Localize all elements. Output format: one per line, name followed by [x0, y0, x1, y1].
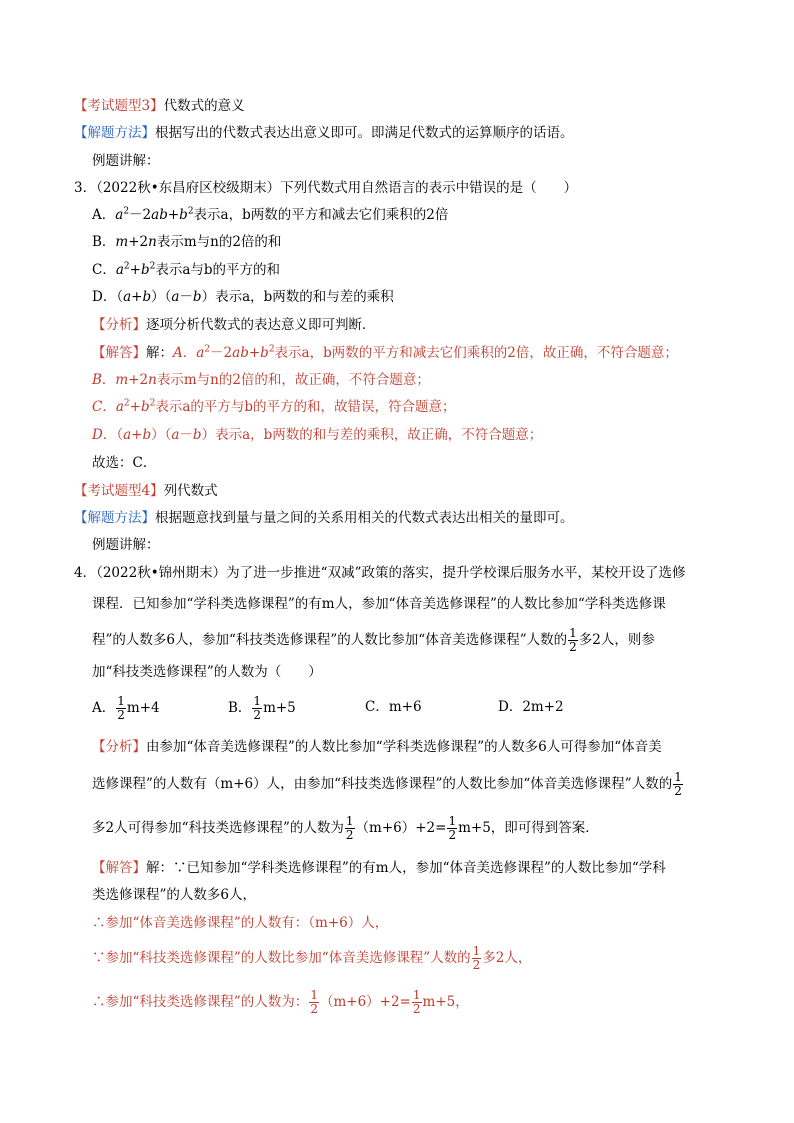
q4-answer-line3: ∴参加“体音美选修课程”的人数有：（m+6）人， — [92, 915, 389, 931]
q3-option-b-text: 表示m与n的2倍的和 — [156, 234, 282, 250]
fraction-half: $\frac{1}{2}$ — [310, 988, 318, 1016]
type4-method-text: 根据题意找到量与量之间的关系用相关的代数式表达出相关的量即可。 — [155, 510, 574, 526]
q4-source: （2022秋•锦州期末） — [96, 565, 227, 581]
q3-analysis — [92, 316, 376, 334]
q3-answer-d-desc: 表示a，b两数的和与差的乘积，故正确，不符合题意； — [215, 427, 543, 443]
q4-number: 4． — [74, 565, 97, 581]
fraction-half: $\frac{1}{2}$ — [117, 694, 125, 722]
type4-method — [74, 509, 574, 527]
q3-option-c-expr: $a^2+b^2$ — [115, 261, 156, 278]
q4-line1-text: 为了进一步推进“双减”政策的落实，提升学校课后服务水平，某校开设了选修 — [226, 565, 686, 581]
q3-analysis-text: 逐项分析代数式的表达意义即可判断． — [146, 317, 376, 333]
q4-answer-line4 — [92, 945, 531, 972]
q4-answer-line2: 类选修课程”的人数多6人， — [92, 887, 256, 903]
q3-answer-a-text: A．$a^2-2ab+b^2$表示a，b两数的平方和减去它们乘积的2倍，故正确，不符合题意； — [173, 344, 678, 361]
type3-heading — [74, 97, 245, 115]
q3-answer-a-desc: 表示a，b两数的平方和减去它们乘积的2倍，故正确，不符合题意； — [274, 345, 678, 361]
q4-analysis-tag: 【分析】 — [92, 739, 146, 755]
q4-answer-line5 — [92, 989, 469, 1016]
type4-title: 列代数式 — [163, 483, 218, 499]
fraction-half: $\frac{1}{2}$ — [472, 944, 481, 972]
q4-answer-text-1: 解：∵已知参加“学科类选修课程”的有m人，参加“体音美选修课程”的人数比参加“学科 — [146, 860, 666, 876]
q3-option-d-text: 表示a，b两数的和与差的乘积 — [215, 289, 394, 305]
q3-answer-b-desc: 表示m与n的2倍的和，故正确，不符合题意； — [156, 372, 430, 388]
q3-option-d — [92, 288, 394, 306]
q4-option-b-label: B． — [228, 700, 252, 716]
q3-stem — [74, 179, 577, 197]
type4-tag: 【考试题型4】 — [74, 483, 164, 499]
q3-option-c-label: C． — [92, 262, 116, 278]
q4-analysis-line3 — [92, 815, 599, 842]
q3-answer-b: B．m+2n表示m与n的2倍的和，故正确，不符合题意； — [92, 372, 430, 388]
fraction-half: $\frac{1}{2}$ — [569, 626, 577, 654]
q4-line2: 课程．已知参加“学科类选修课程”的有m人，参加“体音美选修课程”的人数比参加“学科类选修课 — [92, 596, 666, 612]
q3-option-b — [92, 233, 281, 251]
q3-number: 3． — [74, 180, 97, 196]
fraction-half: $\frac{1}{2}$ — [345, 814, 354, 842]
q3-answer-d: D．（a+b）（a－b）表示a，b两数的和与差的乘积，故正确，不符合题意； — [92, 427, 543, 443]
q3-answer-lead: 解： — [146, 345, 173, 361]
q4-line3-text-a: 程”的人数多6人，参加“科技类选修课程”的人数比参加“体音美选修课程”人数的 — [92, 632, 568, 648]
q3-answer-tag: 【解答】 — [92, 345, 146, 361]
q4-line3 — [92, 627, 655, 654]
q4-option-d: D．2m+2 — [498, 699, 564, 715]
q4-option-c: C．m+6 — [365, 699, 422, 715]
q4-analysis-line1 — [92, 738, 662, 756]
q4-line1 — [74, 564, 685, 582]
q3-option-b-label: B． — [92, 234, 116, 250]
q4-analysis-text-3b: （m+6）+2= — [355, 820, 447, 836]
q3-option-d-expr: （a+b）（a－b） — [116, 289, 216, 305]
q4-option-a-tail: m+4 — [126, 700, 160, 716]
q3-answer-c-desc: 表示a的平方与b的平方的和，故错误，符合题意； — [155, 399, 456, 415]
q4-analysis-text-3a: 多2人可得参加“科技类选修课程”的人数为 — [92, 820, 344, 836]
q3-source: （2022秋•东昌府区校级期末） — [96, 180, 281, 196]
q4-line4: 加“科技类选修课程”的人数为（ ） — [92, 664, 322, 680]
q4-analysis-text-2: 选修课程”的人数有（m+6）人，由参加“科技类选修课程”的人数比参加“体音美选修课程”人数的 — [92, 776, 673, 792]
q4-answer-text-5c: m+5， — [422, 994, 469, 1010]
q4-answer-line1 — [92, 859, 666, 877]
type3-method-tag: 【解题方法】 — [74, 125, 155, 141]
q4-line3-text-b: 多2人，则参 — [578, 632, 655, 648]
q4-analysis-text-3c: m+5，即可得到答案． — [458, 820, 599, 836]
q4-answer-text-5a: ∴参加“科技类选修课程”的人数为： — [92, 994, 309, 1010]
q4-option-b — [228, 695, 296, 722]
q4-option-b-tail: m+5 — [263, 700, 296, 716]
fraction-half: $\frac{1}{2}$ — [674, 770, 682, 798]
type4-method-tag: 【解题方法】 — [74, 510, 155, 526]
q3-answer-a — [92, 344, 678, 362]
fraction-half: $\frac{1}{2}$ — [412, 988, 421, 1016]
q3-option-a — [92, 206, 448, 224]
q3-choice: 故选：C． — [92, 455, 157, 471]
q3-analysis-tag: 【分析】 — [92, 317, 146, 333]
q3-answer-c: C．$a^2+b^2$表示a的平方与b的平方的和，故错误，符合题意； — [92, 398, 456, 415]
type3-method — [74, 124, 574, 142]
q4-answer-text-4a: ∵参加“科技类选修课程”的人数比参加“体音美选修课程”人数的 — [92, 950, 471, 966]
q3-option-c-text: 表示a与b的平方的和 — [155, 262, 281, 278]
q4-option-a — [92, 695, 160, 722]
q3-stem-text: 下列代数式用自然语言的表示中错误的是（ ） — [280, 180, 578, 196]
type3-title: 代数式的意义 — [163, 98, 245, 114]
fraction-half: $\frac{1}{2}$ — [253, 694, 262, 722]
q3-option-a-text: 表示a，b两数的平方和减去它们乘积的2倍 — [193, 207, 449, 223]
q3-option-d-label: D． — [92, 289, 117, 305]
q4-analysis-text-1: 由参加“体音美选修课程”的人数比参加“学科类选修课程”的人数多6人可得参加“体音美 — [146, 739, 662, 755]
q4-answer-text-5b: （m+6）+2= — [319, 994, 411, 1010]
type3-tag: 【考试题型3】 — [74, 98, 164, 114]
q3-option-a-label: A． — [92, 207, 116, 223]
fraction-half: $\frac{1}{2}$ — [448, 814, 457, 842]
type4-example-label: 例题讲解： — [92, 537, 160, 553]
type3-method-text: 根据写出的代数式表达出意义即可。即满足代数式的运算顺序的话语。 — [155, 125, 574, 141]
type4-heading — [74, 482, 218, 500]
q4-analysis-line2 — [92, 771, 684, 798]
q4-option-a-label: A． — [92, 700, 116, 716]
q3-option-a-expr: $a^2-2ab+b^2$ — [115, 206, 194, 223]
q3-option-c — [92, 261, 280, 279]
q4-answer-text-4b: 多2人， — [482, 950, 532, 966]
type3-example-label: 例题讲解： — [92, 153, 160, 169]
q4-answer-tag: 【解答】 — [92, 860, 146, 876]
q3-option-b-expr: m+2n — [115, 234, 157, 250]
